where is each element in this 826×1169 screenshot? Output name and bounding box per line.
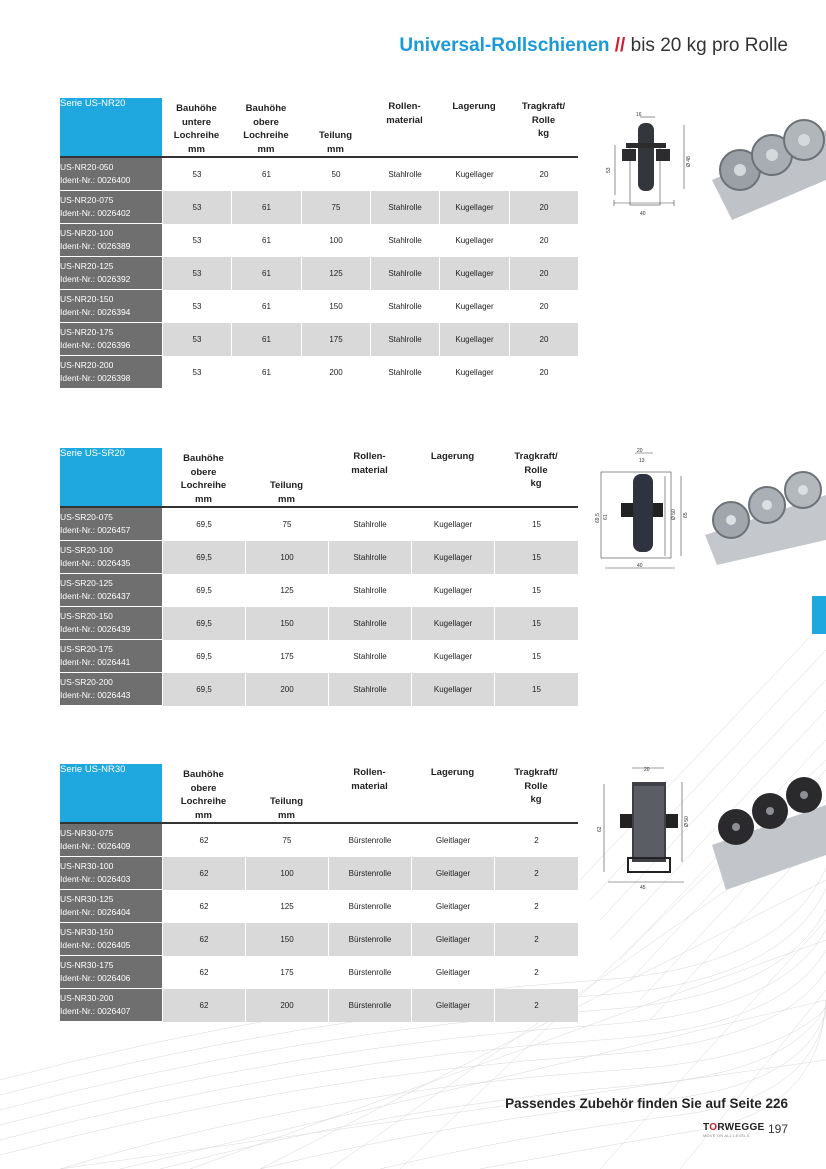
table-cell: Stahlrolle [370, 356, 439, 389]
column-header: Lagerung [411, 764, 494, 824]
column-header: Tragkraft/ Rolle kg [494, 764, 578, 824]
table-row [60, 290, 578, 323]
title-main: Universal-Rollschienen [399, 35, 610, 56]
product-id-cell: US-SR20-175 Ident-Nr.: 0026441 [60, 640, 162, 673]
table-cell: 150 [245, 923, 328, 956]
spec-table-us-nr20 [60, 98, 578, 389]
table-cell: 2 [494, 857, 578, 890]
column-header: Bauhöhe obere Lochreihe mm [162, 764, 245, 824]
table-cell: 69,5 [162, 640, 245, 673]
table-cell: 69,5 [162, 508, 245, 541]
table-row [60, 224, 578, 257]
dim-diameter: Ø 50 [671, 509, 677, 520]
table-cell: Bürstenrolle [328, 824, 411, 857]
table-cell: Gleitlager [411, 989, 494, 1022]
product-id-cell: US-NR20-150 Ident-Nr.: 0026394 [60, 290, 162, 323]
column-header: Bauhöhe untere Lochreihe mm [162, 98, 231, 158]
dim-diameter: Ø 48 [686, 156, 692, 167]
table-cell: 125 [301, 257, 370, 290]
table-cell: Kugellager [439, 257, 509, 290]
table-row [60, 857, 578, 890]
product-id-cell: US-SR20-150 Ident-Nr.: 0026439 [60, 607, 162, 640]
table-cell: 62 [162, 923, 245, 956]
table-cell: 62 [162, 824, 245, 857]
table-cell: 175 [301, 323, 370, 356]
spec-table-us-sr20 [60, 448, 578, 706]
table-cell: Bürstenrolle [328, 956, 411, 989]
table-cell: 53 [162, 257, 231, 290]
table-cell: Bürstenrolle [328, 890, 411, 923]
technical-drawing-sr20 [595, 448, 695, 573]
dim-top: 16 [636, 112, 642, 118]
spec-table-us-nr30 [60, 764, 578, 1022]
table-cell: Stahlrolle [370, 224, 439, 257]
table-cell: 125 [245, 574, 328, 607]
column-header: Lagerung [439, 98, 509, 158]
dim-height: 53 [606, 167, 612, 173]
table-cell: 69,5 [162, 541, 245, 574]
table-cell: Kugellager [411, 541, 494, 574]
table-cell: 20 [509, 224, 578, 257]
table-row [60, 640, 578, 673]
table-cell: 2 [494, 956, 578, 989]
product-id-cell: US-NR30-175 Ident-Nr.: 0026406 [60, 956, 162, 989]
table-cell: 15 [494, 640, 578, 673]
table-row [60, 356, 578, 389]
table-row [60, 607, 578, 640]
table-cell: 62 [162, 956, 245, 989]
table-cell: 62 [162, 890, 245, 923]
series-header: Serie US-NR20 [60, 98, 162, 158]
accessory-note: Passendes Zubehör finden Sie auf Seite 226 [505, 1096, 788, 1111]
column-header: Tragkraft/ Rolle kg [509, 98, 578, 158]
dim-width: 40 [640, 211, 646, 217]
logo-wordmark: TORWEGGE [703, 1122, 765, 1133]
table-cell: 20 [509, 323, 578, 356]
table-cell: 20 [509, 257, 578, 290]
product-id-cell: US-NR30-100 Ident-Nr.: 0026403 [60, 857, 162, 890]
column-header: Tragkraft/ Rolle kg [494, 448, 578, 508]
table-cell: 175 [245, 640, 328, 673]
table-row [60, 989, 578, 1022]
product-image-sr20 [705, 465, 826, 565]
product-id-cell: US-NR30-200 Ident-Nr.: 0026407 [60, 989, 162, 1022]
table-cell: Stahlrolle [328, 508, 411, 541]
table-cell: 100 [245, 541, 328, 574]
table-cell: 20 [509, 290, 578, 323]
dim-height-a: 69,5 [595, 513, 601, 523]
dim-width: 40 [637, 563, 643, 569]
table-cell: Stahlrolle [328, 574, 411, 607]
dim-height-b: 61 [603, 514, 609, 520]
table-cell: Kugellager [411, 673, 494, 706]
table-cell: Kugellager [411, 607, 494, 640]
table-cell: Bürstenrolle [328, 923, 411, 956]
column-header: Rollen- material [328, 764, 411, 824]
table-row [60, 824, 578, 857]
table-cell: 61 [231, 290, 301, 323]
dim-top-inner: 13 [639, 458, 645, 464]
table-cell: 100 [245, 857, 328, 890]
product-id-cell: US-NR20-075 Ident-Nr.: 0026402 [60, 191, 162, 224]
table-row [60, 191, 578, 224]
product-id-cell: US-NR20-125 Ident-Nr.: 0026392 [60, 257, 162, 290]
table-cell: 200 [245, 673, 328, 706]
table-cell: 53 [162, 356, 231, 389]
series-header: Serie US-NR30 [60, 764, 162, 824]
column-header: Bauhöhe obere Lochreihe mm [162, 448, 245, 508]
table-row [60, 923, 578, 956]
dim-height-c: 65 [683, 512, 689, 518]
table-cell: 2 [494, 824, 578, 857]
table-cell: Bürstenrolle [328, 857, 411, 890]
table-cell: 20 [509, 158, 578, 191]
table-cell: Gleitlager [411, 824, 494, 857]
series-header: Serie US-SR20 [60, 448, 162, 508]
table-cell: 15 [494, 607, 578, 640]
product-id-cell: US-NR30-075 Ident-Nr.: 0026409 [60, 824, 162, 857]
dim-top: 20 [644, 767, 650, 773]
company-logo [703, 1122, 765, 1138]
table-cell: 69,5 [162, 574, 245, 607]
title-separator: // [614, 35, 626, 56]
table-cell: 61 [231, 356, 301, 389]
table-cell: Stahlrolle [328, 541, 411, 574]
table-cell: Stahlrolle [370, 191, 439, 224]
table-row [60, 890, 578, 923]
table-cell: 15 [494, 541, 578, 574]
product-id-cell: US-SR20-125 Ident-Nr.: 0026437 [60, 574, 162, 607]
table-cell: 61 [231, 323, 301, 356]
column-header: Teilung mm [301, 98, 370, 158]
product-image-nr20 [712, 110, 826, 220]
product-id-cell: US-SR20-100 Ident-Nr.: 0026435 [60, 541, 162, 574]
table-cell: Stahlrolle [328, 607, 411, 640]
table-cell: 61 [231, 191, 301, 224]
column-header: Lagerung [411, 448, 494, 508]
table-cell: Bürstenrolle [328, 989, 411, 1022]
product-id-cell: US-SR20-200 Ident-Nr.: 0026443 [60, 673, 162, 706]
table-cell: 53 [162, 323, 231, 356]
table-cell: Stahlrolle [370, 257, 439, 290]
table-cell: 15 [494, 673, 578, 706]
table-row [60, 508, 578, 541]
column-header: Bauhöhe obere Lochreihe mm [231, 98, 301, 158]
table-cell: 100 [301, 224, 370, 257]
table-cell: 15 [494, 574, 578, 607]
table-cell: Stahlrolle [370, 158, 439, 191]
dim-height: 62 [597, 826, 603, 832]
table-row [60, 673, 578, 706]
product-image-nr30 [712, 765, 826, 890]
column-header: Teilung mm [245, 764, 328, 824]
table-row [60, 323, 578, 356]
table-cell: Kugellager [439, 323, 509, 356]
table-cell: 20 [509, 191, 578, 224]
table-cell: 50 [301, 158, 370, 191]
column-header: Teilung mm [245, 448, 328, 508]
table-cell: 2 [494, 923, 578, 956]
table-cell: 69,5 [162, 673, 245, 706]
chapter-tab [812, 596, 826, 634]
table-cell: 75 [245, 508, 328, 541]
technical-drawing-nr30 [598, 762, 698, 892]
table-cell: 75 [301, 191, 370, 224]
table-cell: 53 [162, 290, 231, 323]
table-cell: 61 [231, 158, 301, 191]
table-cell: 53 [162, 191, 231, 224]
table-cell: 62 [162, 989, 245, 1022]
dim-top: 20 [637, 448, 643, 454]
table-cell: Gleitlager [411, 857, 494, 890]
table-cell: 75 [245, 824, 328, 857]
column-header: Rollen- material [328, 448, 411, 508]
table-cell: Gleitlager [411, 956, 494, 989]
dim-diameter: Ø 50 [684, 816, 690, 827]
table-cell: Kugellager [439, 224, 509, 257]
table-cell: Gleitlager [411, 890, 494, 923]
table-cell: 61 [231, 257, 301, 290]
page-title [399, 35, 788, 57]
table-cell: Stahlrolle [328, 640, 411, 673]
table-row [60, 257, 578, 290]
product-id-cell: US-NR20-050 Ident-Nr.: 0026400 [60, 158, 162, 191]
table-cell: Kugellager [411, 508, 494, 541]
product-id-cell: US-SR20-075 Ident-Nr.: 0026457 [60, 508, 162, 541]
table-cell: Kugellager [439, 356, 509, 389]
table-cell: Kugellager [411, 574, 494, 607]
table-cell: 125 [245, 890, 328, 923]
table-cell: 200 [245, 989, 328, 1022]
table-cell: 53 [162, 224, 231, 257]
table-row [60, 956, 578, 989]
table-cell: Stahlrolle [328, 673, 411, 706]
table-row [60, 541, 578, 574]
table-cell: 2 [494, 890, 578, 923]
table-cell: 150 [301, 290, 370, 323]
table-cell: 2 [494, 989, 578, 1022]
product-id-cell: US-NR20-175 Ident-Nr.: 0026396 [60, 323, 162, 356]
product-id-cell: US-NR30-125 Ident-Nr.: 0026404 [60, 890, 162, 923]
table-row [60, 158, 578, 191]
technical-drawing-nr20 [600, 105, 700, 225]
table-cell: Kugellager [411, 640, 494, 673]
table-cell: 69,5 [162, 607, 245, 640]
table-cell: 53 [162, 158, 231, 191]
column-header: Rollen- material [370, 98, 439, 158]
table-cell: Kugellager [439, 191, 509, 224]
table-cell: 200 [301, 356, 370, 389]
product-id-cell: US-NR30-150 Ident-Nr.: 0026405 [60, 923, 162, 956]
table-cell: 62 [162, 857, 245, 890]
table-cell: 150 [245, 607, 328, 640]
table-cell: Gleitlager [411, 923, 494, 956]
product-id-cell: US-NR20-200 Ident-Nr.: 0026398 [60, 356, 162, 389]
table-row [60, 574, 578, 607]
table-cell: Stahlrolle [370, 290, 439, 323]
logo-tagline: MOVE ON ALL LEVELS [703, 1133, 750, 1138]
table-cell: 15 [494, 508, 578, 541]
page-number: 197 [768, 1122, 789, 1136]
table-cell: 61 [231, 224, 301, 257]
dim-width: 45 [640, 885, 646, 891]
table-cell: 175 [245, 956, 328, 989]
table-cell: Kugellager [439, 290, 509, 323]
table-cell: Stahlrolle [370, 323, 439, 356]
title-subtitle: bis 20 kg pro Rolle [630, 35, 788, 56]
table-cell: 20 [509, 356, 578, 389]
table-cell: Kugellager [439, 158, 509, 191]
product-id-cell: US-NR20-100 Ident-Nr.: 0026389 [60, 224, 162, 257]
